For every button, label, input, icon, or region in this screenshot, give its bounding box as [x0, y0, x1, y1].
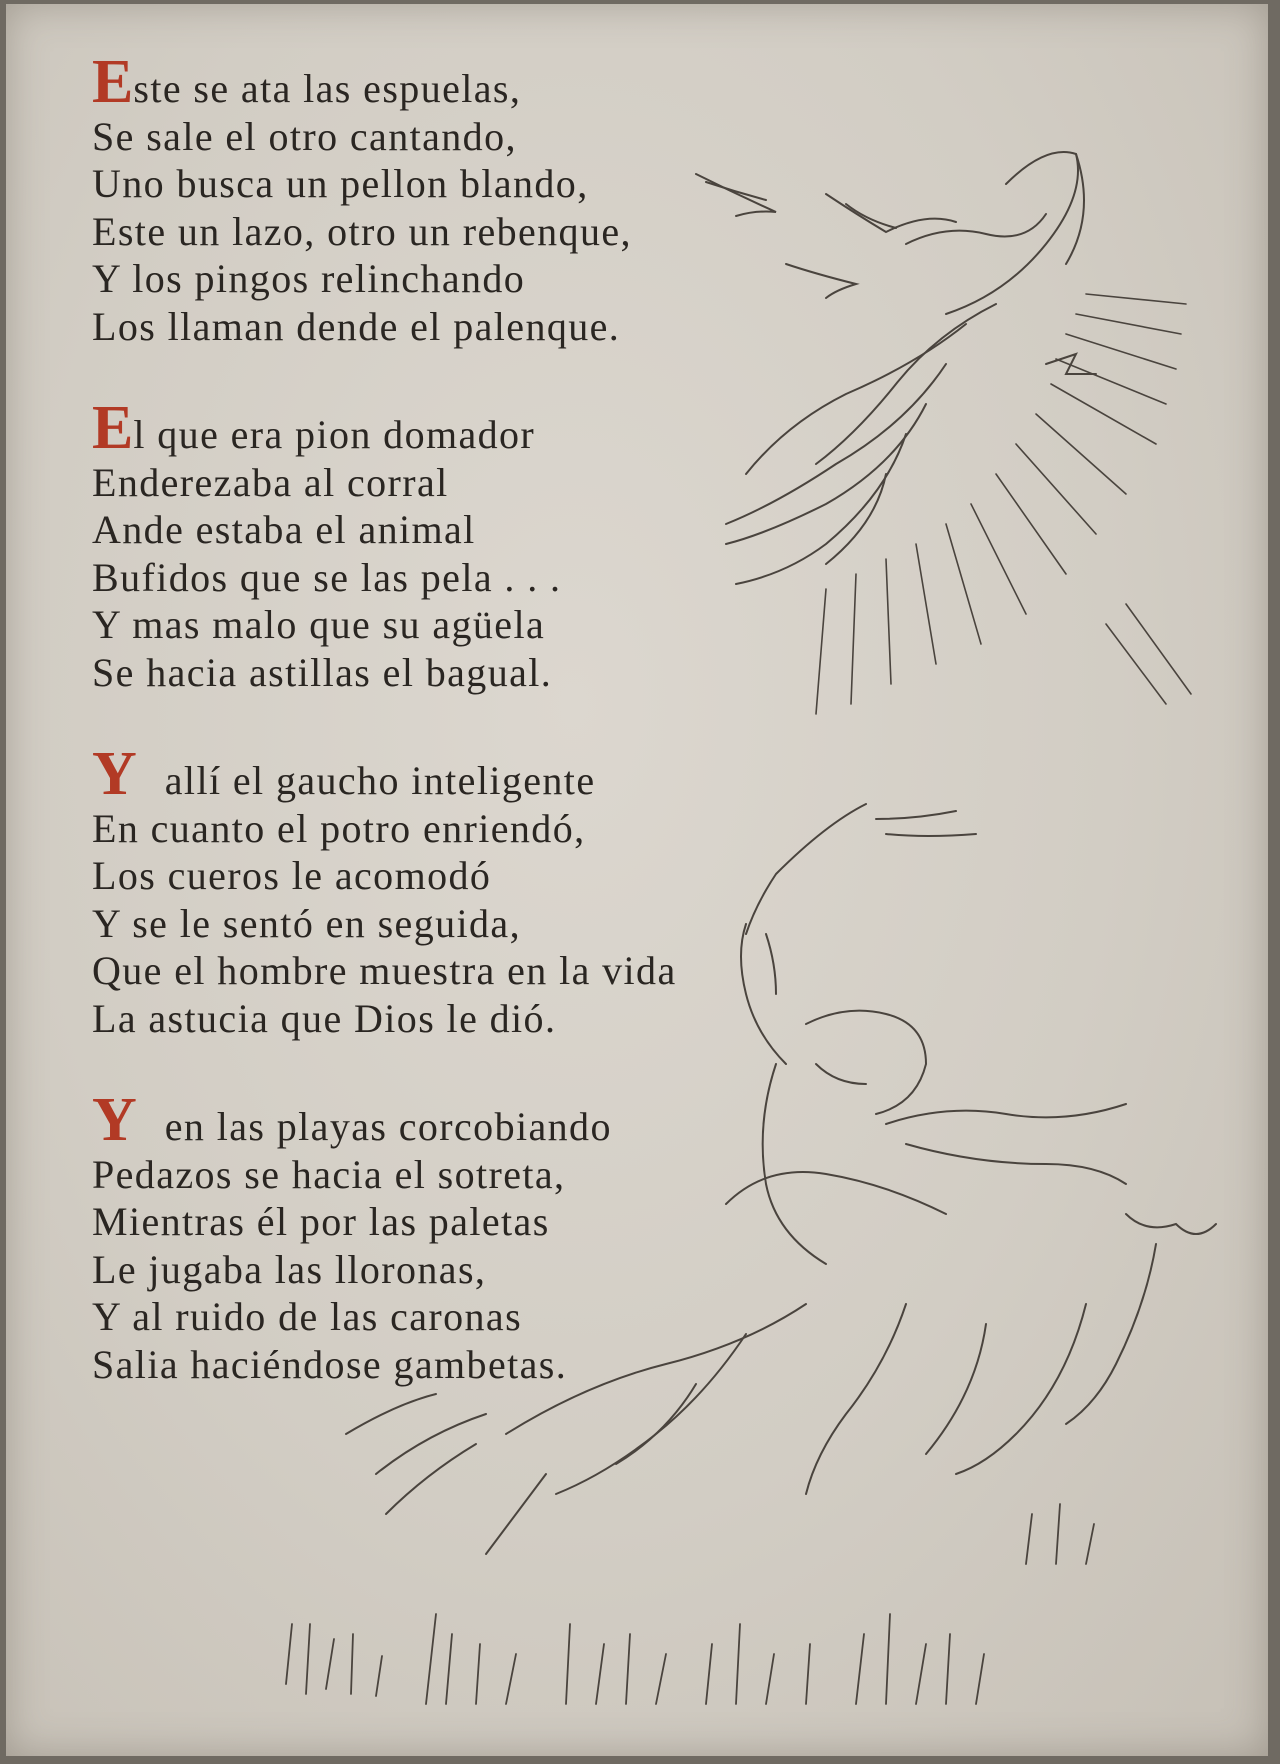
drop-initial: Y: [92, 740, 137, 808]
poem-line: El que era pion domador: [92, 394, 536, 462]
sun-rays: [816, 294, 1191, 714]
poem-line: Y se le sentó en seguida,: [92, 900, 521, 946]
poem-line: Mientras él por las paletas: [92, 1199, 550, 1244]
poem-line: Y mas malo que su agüela: [92, 602, 546, 647]
drop-initial: E: [92, 48, 134, 116]
poem-line: En cuanto el potro enriendó,: [92, 805, 586, 851]
stanza-3: [92, 740, 852, 1042]
poem-line: Y al ruido de las caronas: [92, 1294, 523, 1339]
stanza-1: [92, 48, 852, 350]
poem-line: Y los pingos relinchando: [92, 256, 526, 301]
poem-line: Este se ata las espuelas,: [92, 48, 522, 116]
drop-initial: Y: [92, 1086, 137, 1154]
poem-line: Ande estaba el animal: [92, 507, 476, 552]
poem-line: Este un lazo, otro un rebenque,: [92, 208, 632, 254]
poem-line: Yen las playas corcobiando: [92, 1086, 612, 1154]
ground-grass-sketch: [286, 1504, 1094, 1704]
drop-initial: E: [92, 394, 134, 462]
poem-line: Le jugaba las lloronas,: [92, 1246, 487, 1292]
poem-line: Que el hombre muestra en la vida: [92, 948, 677, 993]
poem-text: [92, 48, 852, 1446]
poem-line: Se hacia astillas el bagual.: [92, 649, 553, 695]
stanza-2: [92, 394, 852, 696]
poem-line: Pedazos se hacia el sotreta,: [92, 1151, 566, 1197]
poem-line: Los llaman dende el palenque.: [92, 303, 621, 349]
poem-line: Yallí el gaucho inteligente: [92, 740, 596, 808]
book-page: [6, 4, 1268, 1756]
poem-line: Salia haciéndose gambetas.: [92, 1341, 568, 1387]
poem-line: Uno busca un pellon blando,: [92, 161, 589, 206]
poem-line: Bufidos que se las pela . . .: [92, 554, 562, 600]
poem-line: La astucia que Dios le dió.: [92, 995, 557, 1041]
poem-line: Enderezaba al corral: [92, 459, 449, 505]
stanza-4: [92, 1086, 852, 1388]
poem-line: Los cueros le acomodó: [92, 853, 492, 898]
poem-line: Se sale el otro cantando,: [92, 113, 517, 159]
